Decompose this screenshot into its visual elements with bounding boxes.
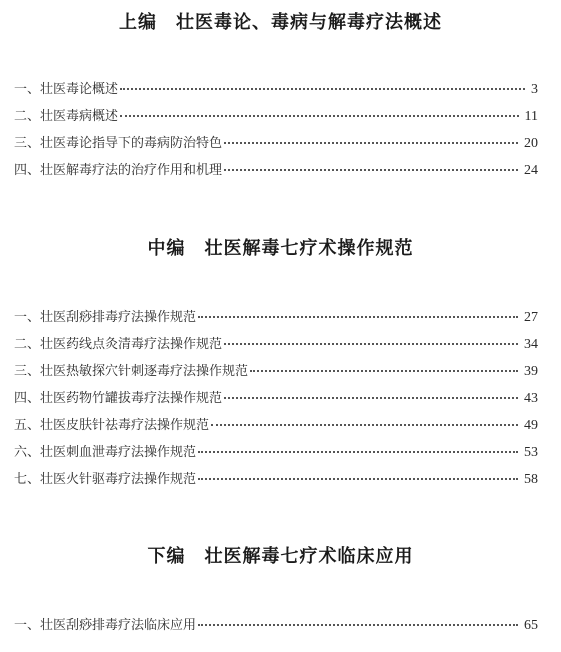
toc-entry-label: 二、壮医毒病概述 bbox=[14, 109, 119, 124]
toc-entry-page: 3 bbox=[531, 82, 538, 97]
toc-entry-label: 三、壮医毒论指导下的毒病防治特色 bbox=[14, 136, 223, 151]
toc-entry[interactable] bbox=[14, 470, 538, 490]
dot-leader bbox=[250, 370, 518, 372]
toc-entry-page: 39 bbox=[524, 364, 538, 379]
toc-entry-label: 一、壮医刮痧排毒疗法操作规范 bbox=[14, 310, 197, 325]
toc-entry-label: 六、壮医刺血泄毒疗法操作规范 bbox=[14, 445, 197, 460]
toc-entry[interactable] bbox=[14, 308, 538, 328]
toc-entry-label: 五、壮医皮肤针祛毒疗法操作规范 bbox=[14, 418, 210, 433]
toc-entry-page: 20 bbox=[524, 136, 538, 151]
dot-leader bbox=[198, 624, 518, 626]
toc-entry-label: 一、壮医毒论概述 bbox=[14, 82, 119, 97]
toc-entry-label: 四、壮医解毒疗法的治疗作用和机理 bbox=[14, 163, 223, 178]
toc-entry[interactable] bbox=[14, 389, 538, 409]
section-title-lower: 下编 壮医解毒七疗术临床应用 bbox=[147, 546, 414, 567]
dot-leader bbox=[198, 451, 518, 453]
toc-entry[interactable] bbox=[14, 161, 538, 181]
toc-entry-label: 七、壮医火针驱毒疗法操作规范 bbox=[14, 472, 197, 487]
toc-entry-page: 43 bbox=[524, 391, 538, 406]
section-title-upper: 上编 壮医毒论、毒病与解毒疗法概述 bbox=[119, 12, 442, 33]
section-title-middle: 中编 壮医解毒七疗术操作规范 bbox=[147, 238, 414, 259]
toc-entry[interactable] bbox=[14, 362, 538, 382]
toc-entry[interactable] bbox=[14, 335, 538, 355]
dot-leader bbox=[224, 397, 518, 399]
dot-leader bbox=[120, 88, 525, 90]
toc-entry-page: 24 bbox=[524, 163, 538, 178]
dot-leader bbox=[224, 142, 518, 144]
toc-entry-label: 三、壮医热敏探穴针刺逐毒疗法操作规范 bbox=[14, 364, 249, 379]
toc-entry-label: 四、壮医药物竹罐拔毒疗法操作规范 bbox=[14, 391, 223, 406]
toc-entry-page: 27 bbox=[524, 310, 538, 325]
toc-entry[interactable] bbox=[14, 107, 538, 127]
toc-entry-page: 65 bbox=[524, 618, 538, 633]
toc-entry-page: 34 bbox=[524, 337, 538, 352]
toc-entry[interactable] bbox=[14, 616, 538, 636]
toc-entry-page: 58 bbox=[524, 472, 538, 487]
dot-leader bbox=[120, 115, 519, 117]
dot-leader bbox=[224, 343, 518, 345]
toc-entry-page: 11 bbox=[524, 109, 538, 124]
toc-entry[interactable] bbox=[14, 443, 538, 463]
dot-leader bbox=[198, 478, 518, 480]
dot-leader bbox=[198, 316, 518, 318]
toc-entry[interactable] bbox=[14, 80, 538, 100]
dot-leader bbox=[224, 169, 518, 171]
toc-entry-label: 二、壮医药线点灸清毒疗法操作规范 bbox=[14, 337, 223, 352]
toc-entry-page: 53 bbox=[524, 445, 538, 460]
toc-entry-page: 49 bbox=[524, 418, 538, 433]
toc-entry[interactable] bbox=[14, 416, 538, 436]
toc-entry[interactable] bbox=[14, 134, 538, 154]
dot-leader bbox=[211, 424, 518, 426]
toc-entry-label: 一、壮医刮痧排毒疗法临床应用 bbox=[14, 618, 197, 633]
